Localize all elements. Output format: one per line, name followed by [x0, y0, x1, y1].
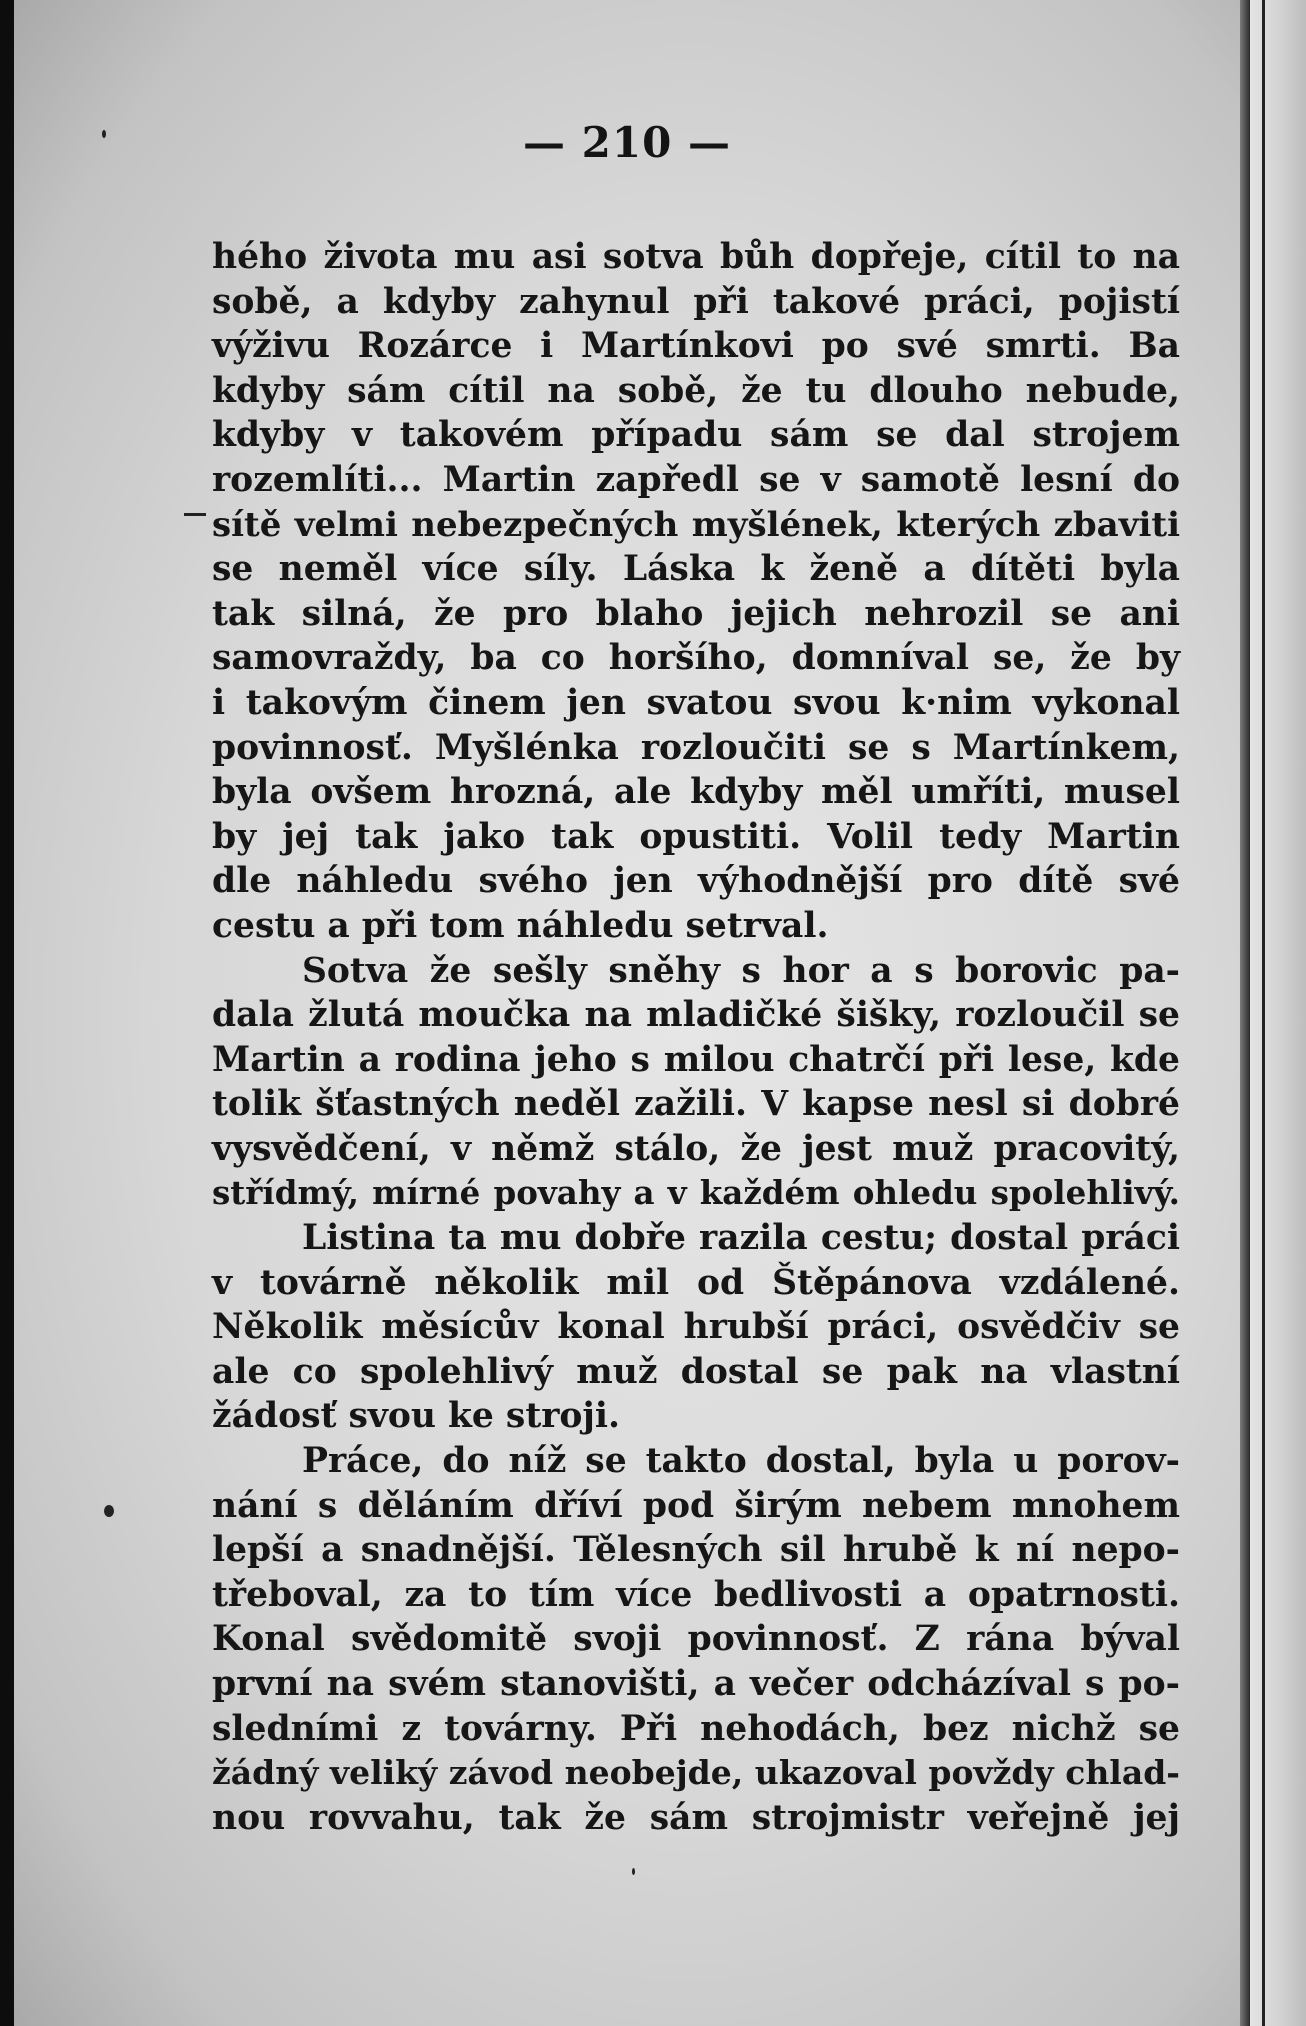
book-page [14, 0, 1240, 2026]
adjacent-page-edge-line [1262, 0, 1265, 2026]
page-number: — 210 — [523, 118, 731, 167]
ink-speck [632, 1868, 635, 1875]
text-line: žádosť svou ke stroji. [212, 1396, 621, 1437]
text-line: lepší a snadnější. Tělesných sil hrubě k ní nepo- [212, 1530, 1180, 1571]
text-line: střídmý, mírné povahy a v každém ohledu spolehlivý. [212, 1173, 1180, 1213]
text-line: tolik šťastných neděl zažili. V kapse nesl si dobré [212, 1084, 1180, 1125]
text-line: cestu a při tom náhledu setrval. [212, 905, 829, 946]
text-line: byla ovšem hrozná, ale kdyby měl umříti, musel [212, 772, 1180, 813]
text-line: kdyby sám cítil na sobě, že tu dlouho nebude, [212, 370, 1180, 411]
text-line: kdyby v takovém případu sám se dal strojem [212, 415, 1180, 456]
text-line: hého života mu asi sotva bůh dopřeje, cítil to na [212, 237, 1180, 277]
text-line: by jej tak jako tak opustiti. Volil tedy Martin [212, 816, 1180, 857]
margin-dash-mark [184, 513, 206, 516]
text-line: samovraždy, ba co horšího, domníval se, že by [212, 638, 1180, 679]
text-line: ale co spolehlivý muž dostal se pak na vlastní [212, 1351, 1180, 1392]
text-line: výživu Rozárce i Martínkovi po své smrti. Ba [212, 326, 1180, 367]
body-text [212, 235, 1180, 1840]
text-line: Sotva že sešly sněhy s hor a s borovic pa- [302, 950, 1180, 991]
text-line: Konal svědomitě svoji povinnosť. Z rána býval [212, 1619, 1180, 1660]
text-line: dle náhledu svého jen výhodnější pro dítě své [212, 861, 1180, 902]
text-line: vysvědčení, v němž stálo, že jest muž pracovitý, [212, 1128, 1180, 1169]
text-line: Několik měsícův konal hrubší práci, osvědčiv se [212, 1307, 1180, 1348]
text-line: povinnosť. Myšlénka rozloučiti se s Martínkem, [212, 727, 1180, 768]
text-line: nou rovvahu, tak že sám strojmistr veřejně jej [212, 1797, 1180, 1838]
text-line: třeboval, za to tím více bedlivosti a opatrnosti. [212, 1574, 1180, 1615]
adjacent-page-strip [1250, 0, 1306, 2026]
text-line: dala žlutá moučka na mladičké šišky, rozloučil se [212, 995, 1180, 1036]
text-line: Práce, do níž se takto dostal, byla u porov- [302, 1441, 1180, 1482]
text-line: žádný veliký závod neobejde, ukazoval povždy chlad- [212, 1753, 1180, 1793]
text-line: se neměl více síly. Láska k ženě a dítěti byla [212, 549, 1180, 590]
page-edge-shadow [1240, 0, 1250, 2026]
text-line: i takovým činem jen svatou svou k·nim vykonal [212, 682, 1180, 723]
ink-speck [104, 1505, 114, 1517]
ink-speck [102, 130, 106, 138]
text-line: tak silná, že pro blaho jejich nehrozil se ani [212, 593, 1180, 634]
text-line: první na svém stanovišti, a večer odcházíval s po- [212, 1664, 1180, 1704]
text-line: sítě velmi nebezpečných myšlének, kterých zbaviti [212, 504, 1180, 545]
text-line: Martin a rodina jeho s milou chatrčí při lese, kde [212, 1039, 1180, 1080]
text-line: v továrně několik mil od Štěpánova vzdálené. [212, 1262, 1180, 1303]
text-line: rozemlíti... Martin zapředl se v samotě lesní do [212, 459, 1180, 500]
text-line: sledními z továrny. Při nehodách, bez nichž se [212, 1708, 1180, 1749]
text-line: sobě, a kdyby zahynul při takové práci, pojistí [212, 281, 1180, 322]
text-line: nání s děláním dříví pod širým nebem mnohem [212, 1485, 1180, 1526]
text-line: Listina ta mu dobře razila cestu; dostal práci [302, 1218, 1180, 1259]
